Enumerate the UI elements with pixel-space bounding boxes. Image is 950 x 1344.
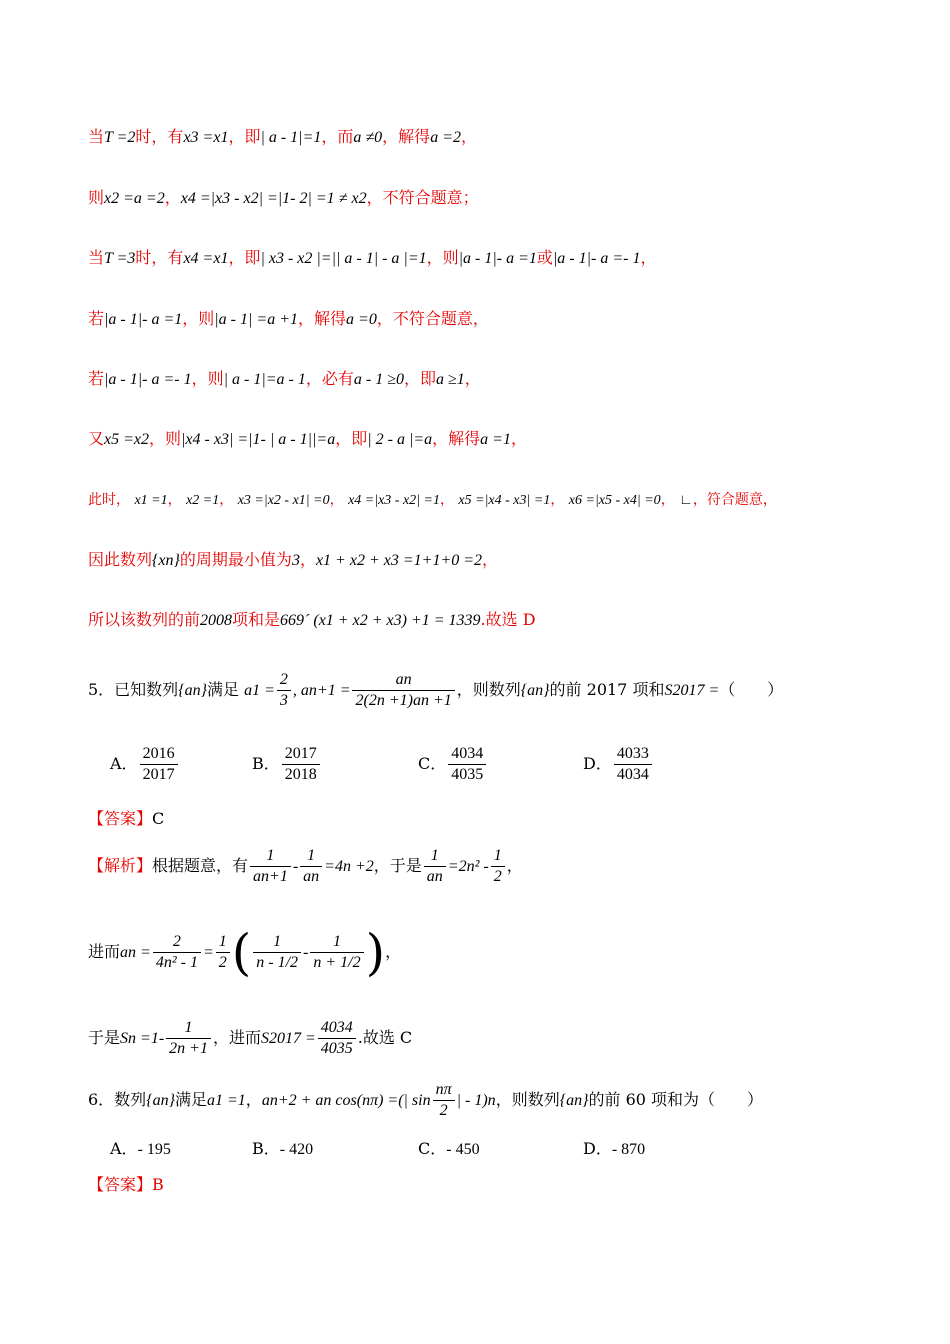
q5-analysis-line-1: 【解析】根据题意，有 $\frac{1}{an+1}$ - $\frac{1}{an}$ =4n +2，于是 $\frac{1}{an}$ =2n² - $\frac{1}{2}$ ， (88, 847, 523, 885)
solution-line-1: 当T =2时，有x3 =x1，即| a - 1|=1，而a ≠0，解得a =2， (88, 127, 477, 146)
question-5: 5．已知数列{an}满足 a1 = $\frac{2}{3}$ , an+1 = $\frac{an}{2(2n +1)an +1}$ ，则数列{an}的前 2017 项和S2017 =（ ） (88, 671, 784, 709)
solution-line-8: 因此数列{xn}的周期最小值为3，x1 + x2 + x3 =1+1+0 =2， (88, 550, 499, 569)
solution-line-4: 若|a - 1|- a =1，则|a - 1| =a +1，解得a =0，不符合题意， (88, 309, 489, 328)
solution-line-3: 当T =3时，有x4 =x1，即| x3 - x2 |=|| a - 1| - a |=1，则|a - 1|- a =1或|a - 1|- a =- 1， (88, 248, 657, 267)
q5-analysis-line-2: 进而an = $\frac{2}{\text{4n² - 1}}$ = $\frac{1}{2}$ ( $\frac{1}{n - 1/2}$ - $\frac{1}{n + 1/2}$ )， (88, 923, 402, 982)
q5-option-c[interactable]: C． $\frac{4034}{4035}$ (418, 744, 488, 785)
q6-option-d[interactable]: D．- 870 (583, 1139, 646, 1158)
q5-option-a[interactable]: A． $\frac{2016}{2017}$ (110, 744, 180, 785)
solution-line-9: 所以该数列的前2008项和是669´ (x1 + x2 + x3) +1 = 1339.故选 D (88, 610, 536, 629)
solution-line-7: 此时， x1 =1， x2 =1， x3 =|x2 - x1| =0， x4 =|x3 - x2| =1， x5 =|x4 - x3| =1， x6 =|x5 - x4| =0， ∟，符合题意， (88, 492, 777, 508)
q6-option-a[interactable]: A．- 195 (110, 1139, 171, 1158)
q5-answer: 【答案】C (88, 809, 165, 828)
q5-analysis-line-3: 于是Sn =1- $\frac{1}{2n +1}$ ，进而S2017 = $\frac{4034}{4035}$ .故选 C (88, 1019, 413, 1057)
q6-answer: 【答案】B (88, 1175, 164, 1194)
q5-option-d[interactable]: D． $\frac{4033}{4034}$ (583, 744, 654, 785)
q6-option-b[interactable]: B．- 420 (252, 1139, 314, 1158)
question-6: 6．数列{an}满足a1 =1，an+2 + an cos(nπ) =(| sin $\frac{n\pi}{2}$ | - 1)n，则数列{an}的前 60 项和为（ ） (88, 1081, 764, 1119)
solution-line-5: 若|a - 1|- a =- 1，则| a - 1|=a - 1，必有a - 1 ≥0，即a ≥1， (88, 369, 481, 388)
solution-line-2: 则x2 =a =2，x4 =|x3 - x2| =|1- 2| =1 ≠ x2，不符合题意； (88, 188, 479, 207)
q6-option-c[interactable]: C．- 450 (418, 1139, 480, 1158)
solution-line-6: 又x5 =x2，则|x4 - x3| =|1- | a - 1||=a，即| 2 - a |=a，解得a =1， (88, 429, 527, 448)
q5-option-b[interactable]: B． $\frac{2017}{2018}$ (252, 744, 322, 785)
